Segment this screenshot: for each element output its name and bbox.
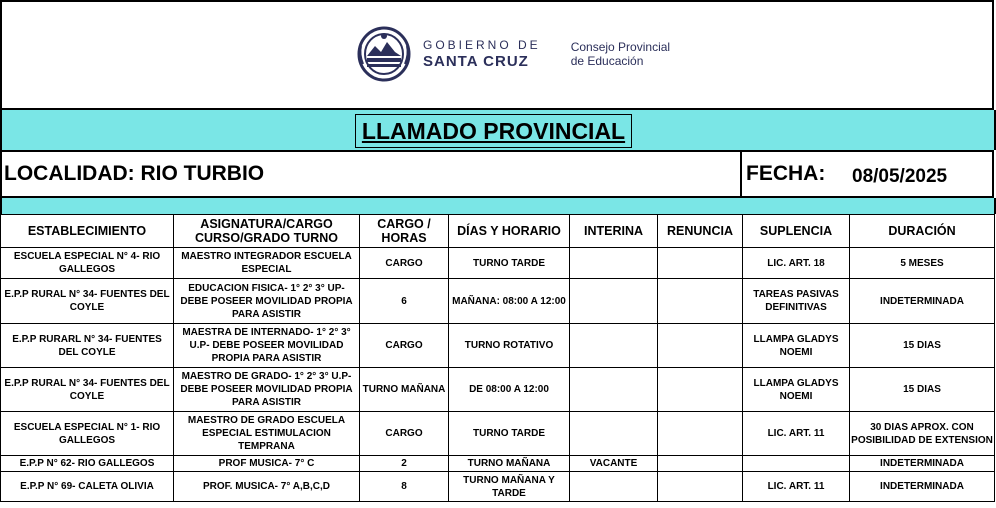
council-line1: Consejo Provincial	[570, 40, 671, 54]
cell-dias: MAÑANA: 08:00 A 12:00	[449, 279, 570, 324]
cell-interina	[570, 472, 658, 502]
fecha-value: 08/05/2025	[852, 166, 948, 187]
cell-asignatura: PROF. MUSICA- 7° A,B,C,D	[174, 472, 360, 502]
table-row	[1, 279, 995, 324]
cell-renuncia	[658, 412, 743, 456]
cell-renuncia	[658, 472, 743, 502]
cell-establecimiento: E.P.P RURAL N° 34- FUENTES DEL COYLE	[1, 368, 174, 412]
government-logo	[357, 24, 670, 84]
cell-establecimiento: E.P.P RURARL N° 34- FUENTES DEL COYLE	[1, 324, 174, 368]
council-line2: de Educación	[570, 54, 644, 68]
cell-asignatura: MAESTRO DE GRADO ESCUELA ESPECIAL ESTIMULACION TEMPRANA	[174, 412, 360, 456]
cell-establecimiento: E.P.P N° 69- CALETA OLIVIA	[1, 472, 174, 502]
cell-establecimiento: ESCUELA ESPECIAL N° 1- RIO GALLEGOS	[1, 412, 174, 456]
cell-dias: TURNO ROTATIVO	[449, 324, 570, 368]
cell-cargo: CARGO	[360, 324, 449, 368]
cell-cargo: 6	[360, 279, 449, 324]
gov-line1: GOBIERNO DE	[423, 38, 541, 52]
cell-interina	[570, 248, 658, 279]
cell-interina	[570, 324, 658, 368]
fecha-label: FECHA:	[746, 162, 826, 185]
col-suplencia: SUPLENCIA	[743, 215, 850, 248]
cell-suplencia: LLAMPA GLADYS NOEMI	[743, 368, 850, 412]
cell-duracion: INDETERMINADA	[850, 279, 995, 324]
cell-duracion: 30 DIAS APROX. CON POSIBILIDAD DE EXTENSION	[850, 412, 995, 456]
cell-establecimiento: E.P.P N° 62- RIO GALLEGOS	[1, 456, 174, 472]
vacancies-table	[0, 214, 995, 502]
gov-line2: SANTA CRUZ	[423, 53, 529, 70]
col-renuncia: RENUNCIA	[658, 215, 743, 248]
cell-asignatura: EDUCACION FISICA- 1° 2° 3° UP- DEBE POSEER MOVILIDAD PROPIA PARA ASISTIR	[174, 279, 360, 324]
cell-asignatura: PROF MUSICA- 7° C	[174, 456, 360, 472]
cell-establecimiento: E.P.P RURAL N° 34- FUENTES DEL COYLE	[1, 279, 174, 324]
cell-interina: VACANTE	[570, 456, 658, 472]
col-duracion: DURACIÓN	[850, 215, 995, 248]
separator-band	[0, 198, 996, 214]
cell-cargo: CARGO	[360, 248, 449, 279]
col-dias: DÍAS Y HORARIO	[449, 215, 570, 248]
cell-interina	[570, 412, 658, 456]
header	[0, 0, 994, 110]
table-row	[1, 248, 995, 279]
cell-suplencia	[743, 456, 850, 472]
cell-suplencia: LIC. ART. 11	[743, 472, 850, 502]
cell-dias: TURNO MAÑANA	[449, 456, 570, 472]
cell-suplencia: LIC. ART. 11	[743, 412, 850, 456]
cell-cargo: TURNO MAÑANA	[360, 368, 449, 412]
cell-cargo: 2	[360, 456, 449, 472]
cell-renuncia	[658, 324, 743, 368]
cell-interina	[570, 368, 658, 412]
cell-cargo: 8	[360, 472, 449, 502]
cell-dias: TURNO TARDE	[449, 248, 570, 279]
cell-dias: DE 08:00 A 12:00	[449, 368, 570, 412]
location-row	[0, 150, 994, 198]
cell-suplencia: TAREAS PASIVAS DEFINITIVAS	[743, 279, 850, 324]
table-row	[1, 412, 995, 456]
cell-renuncia	[658, 279, 743, 324]
cell-establecimiento: ESCUELA ESPECIAL N° 4- RIO GALLEGOS	[1, 248, 174, 279]
cell-duracion: 15 DIAS	[850, 324, 995, 368]
title-box	[355, 114, 632, 148]
cell-dias: TURNO TARDE	[449, 412, 570, 456]
col-interina: INTERINA	[570, 215, 658, 248]
cell-asignatura: MAESTRO INTEGRADOR ESCUELA ESPECIAL	[174, 248, 360, 279]
provincial-seal-icon	[357, 26, 411, 82]
table-header-row	[1, 215, 995, 248]
table-row	[1, 324, 995, 368]
page-title: LLAMADO PROVINCIAL	[361, 117, 626, 144]
col-establecimiento: ESTABLECIMIENTO	[1, 215, 174, 248]
cell-renuncia	[658, 456, 743, 472]
cell-duracion: 5 MESES	[850, 248, 995, 279]
col-cargo: CARGO / HORAS	[360, 215, 449, 248]
cell-duracion: INDETERMINADA	[850, 456, 995, 472]
col-asignatura: ASIGNATURA/CARGO CURSO/GRADO TURNO	[174, 215, 360, 248]
table-row	[1, 368, 995, 412]
cell-interina	[570, 279, 658, 324]
table-row	[1, 456, 995, 472]
cell-cargo: CARGO	[360, 412, 449, 456]
cell-dias: TURNO MAÑANA Y TARDE	[449, 472, 570, 502]
table-row	[1, 472, 995, 502]
cell-renuncia	[658, 248, 743, 279]
cell-renuncia	[658, 368, 743, 412]
localidad-label: LOCALIDAD: RIO TURBIO	[4, 162, 265, 185]
cell-suplencia: LIC. ART. 18	[743, 248, 850, 279]
cell-suplencia: LLAMPA GLADYS NOEMI	[743, 324, 850, 368]
cell-duracion: 15 DIAS	[850, 368, 995, 412]
cell-asignatura: MAESTRA DE INTERNADO- 1° 2° 3° U.P- DEBE POSEER MOVILIDAD PROPIA PARA ASISTIR	[174, 324, 360, 368]
cell-duracion: INDETERMINADA	[850, 472, 995, 502]
cell-asignatura: MAESTRO DE GRADO- 1° 2° 3° U.P- DEBE POSEER MOVILIDAD PROPIA PARA ASISTIR	[174, 368, 360, 412]
